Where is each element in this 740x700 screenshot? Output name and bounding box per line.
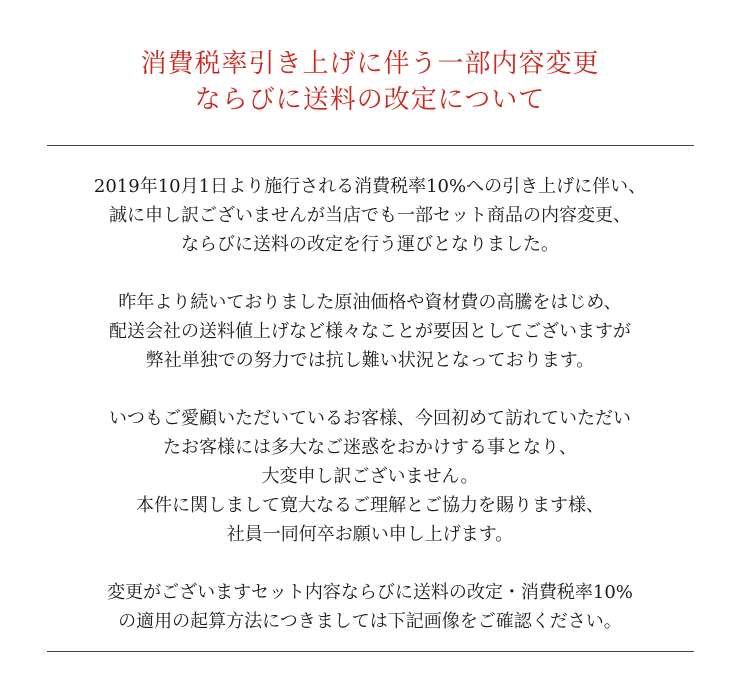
notice-title-line-2: ならびに送料の改定について [194, 85, 546, 115]
paragraph-line: 配送会社の送料値上げなど様々なことが要因としてございますが [109, 321, 631, 342]
paragraph-tax-increase [0, 172, 740, 259]
paragraph-line: いつもご愛顧いただいているお客様、今回初めて訪れていただい [109, 408, 631, 429]
paragraph-line: ならびに送料の改定を行う運びとなりました。 [181, 234, 559, 255]
paragraph-line: 大変申し訳ございません。 [261, 466, 479, 487]
paragraph-cost-reasons [0, 288, 740, 375]
paragraph-line: 2019年10月1日より施行される消費税率10%への引き上げに伴い、 [93, 176, 647, 197]
paragraph-line: の適用の起算方法につきましては下記画像をご確認ください。 [118, 611, 622, 632]
paragraph-line: 誠に申し訳ございませんが当店でも一部セット商品の内容変更、 [109, 205, 631, 226]
notice-body [0, 172, 740, 636]
notice-title-line-1: 消費税率引き上げに伴う一部内容変更 [140, 49, 600, 79]
paragraph-line: たお客様には多大なご迷惑をおかけする事となり、 [163, 437, 577, 458]
bottom-divider [47, 651, 694, 652]
paragraph-line: 変更がございますセット内容ならびに送料の改定・消費税率10% [107, 582, 633, 603]
paragraph-line: 弊社単独での努力では抗し難い状況となっております。 [145, 350, 595, 371]
notice-title [0, 46, 740, 118]
paragraph-details-reference [0, 578, 740, 636]
paragraph-line: 社員一同何卒お願い申し上げます。 [226, 524, 514, 545]
paragraph-line: 本件に関しまして寛大なるご理解とご協力を賜ります様、 [136, 495, 604, 516]
paragraph-line: 昨年より続いておりました原油価格や資材費の高騰をはじめ、 [118, 292, 622, 313]
paragraph-apology [0, 404, 740, 549]
top-divider [47, 145, 694, 146]
